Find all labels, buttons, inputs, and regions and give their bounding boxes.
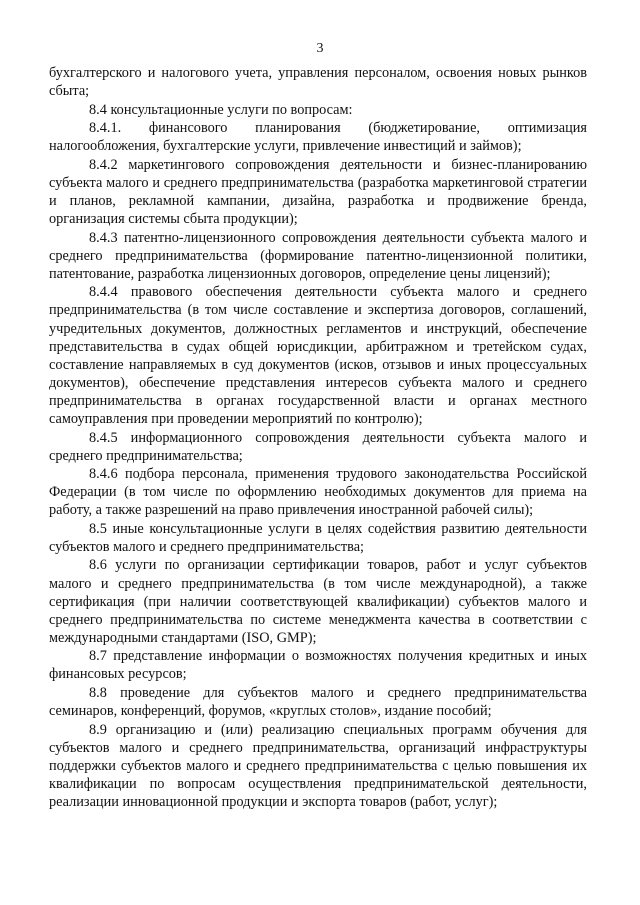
paragraph-8-8: 8.8 проведение для субъектов малого и среднего предпринимательства семинаров, конференций, форумов, «круглых столов», издание пособий; bbox=[49, 685, 587, 720]
page-number: 3 bbox=[316, 41, 324, 56]
paragraph-continuation: бухгалтерского и налогового учета, управления персоналом, освоения новых рынков сбыта; bbox=[49, 65, 587, 100]
paragraph-8-6: 8.6 услуги по организации сертификации товаров, работ и услуг субъектов малого и среднего предпринимательства (в том числе международной), а также сертификация (при наличии соответствующей квалификации) субъектов малого и среднего предпринимательства по системе менеджмента качества в соответствии с международными стандартами (ISO, GMP); bbox=[49, 557, 587, 646]
paragraph-8-9: 8.9 организацию и (или) реализацию специальных программ обучения для субъектов малого и среднего предпринимательства, организаций инфраструктуры поддержки субъектов малого и среднего предпринимательства с целью повышения их квалификации по вопросам осуществления предпринимательской деятельности, реализации инновационной продукции и экспорта товаров (работ, услуг); bbox=[49, 721, 587, 810]
document-body bbox=[49, 64, 587, 812]
paragraph-8-4-1: 8.4.1. финансового планирования (бюджетирование, оптимизация налогообложения, бухгалтерские услуги, привлечение инвестиций и займов); bbox=[49, 120, 587, 155]
paragraph-8-4-5: 8.4.5 информационного сопровождения деятельности субъекта малого и среднего предпринимательства; bbox=[49, 429, 587, 464]
paragraph-8-5: 8.5 иные консультационные услуги в целях содействия развитию деятельности субъектов малого и среднего предпринимательства; bbox=[49, 520, 587, 555]
paragraph-8-4: 8.4 консультационные услуги по вопросам: bbox=[89, 101, 353, 118]
paragraph-8-4-6: 8.4.6 подбора персонала, применения трудового законодательства Российской Федерации (в том числе по оформлению необходимых документов для приема на работу, а также разрешений на право привлечения иностранной рабочей силы); bbox=[49, 466, 587, 519]
paragraph-8-4-4: 8.4.4 правового обеспечения деятельности субъекта малого и среднего предпринимательства (в том числе составление и экспертиза договоров, соглашений, учредительных документов, должностных регламентов и инструкций, обеспечение представительства в судах общей юрисдикции, арбитражном и третейском судах, составление направляемых в суд документов (исков, отзывов и иных процессуальных документов), обеспечение представления интересов субъекта малого и среднего предпринимательства в органах государственной власти и органах местного самоуправления при проведении мероприятий по контролю); bbox=[49, 284, 587, 427]
paragraph-8-4-3: 8.4.3 патентно-лицензионного сопровождения деятельности субъекта малого и среднего предпринимательства (формирование патентно-лицензионной политики, патентование, разработка лицензионных договоров, определение цены лицензий); bbox=[49, 229, 587, 282]
paragraph-8-7: 8.7 представление информации о возможностях получения кредитных и иных финансовых ресурсов; bbox=[49, 648, 587, 683]
paragraph-8-4-2: 8.4.2 маркетингового сопровождения деятельности и бизнес-планированию субъекта малого и среднего предпринимательства (разработка маркетинговой стратегии и планов, рекламной кампании, дизайна, разработка и продвижение бренда, организация системы сбыта продукции); bbox=[49, 156, 587, 228]
